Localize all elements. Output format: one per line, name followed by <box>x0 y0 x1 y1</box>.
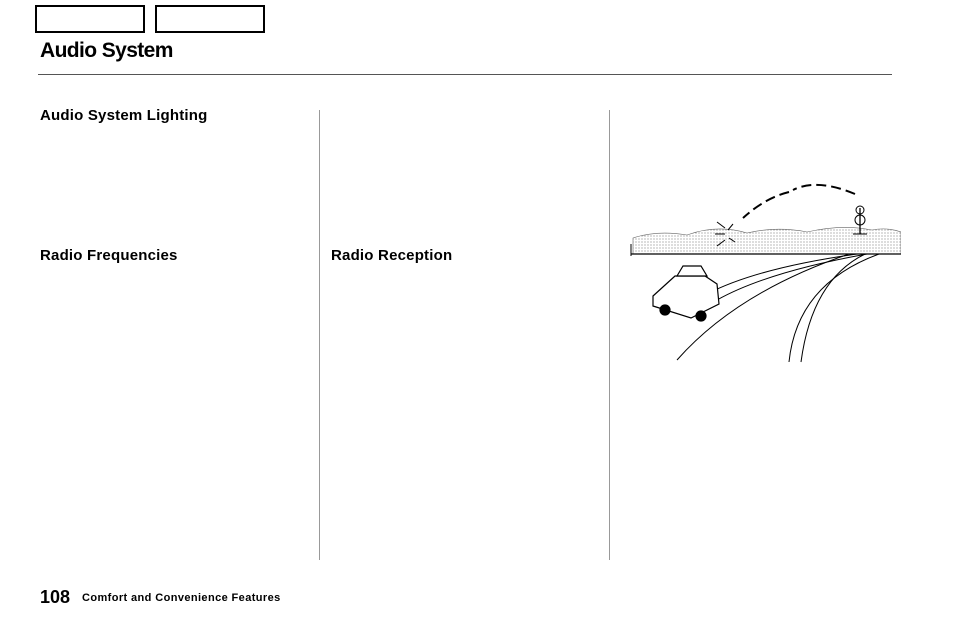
page-title: Audio System <box>40 39 173 62</box>
heading-radio-reception: Radio Reception <box>331 247 453 264</box>
car-icon <box>653 266 719 321</box>
page-number: 108 <box>40 587 71 607</box>
column-divider-right <box>609 110 610 560</box>
column-divider-left <box>319 110 320 560</box>
footer-section-name: Comfort and Convenience Features <box>82 592 281 604</box>
previous-page-button[interactable] <box>35 5 145 33</box>
next-page-button[interactable] <box>155 5 265 33</box>
hills <box>633 227 901 254</box>
radio-reception-illustration <box>617 172 901 368</box>
heading-radio-frequencies: Radio Frequencies <box>40 247 178 264</box>
radio-wave <box>793 185 855 194</box>
heading-audio-system-lighting: Audio System Lighting <box>40 107 208 124</box>
title-divider <box>38 74 892 75</box>
radio-wave <box>743 192 789 218</box>
